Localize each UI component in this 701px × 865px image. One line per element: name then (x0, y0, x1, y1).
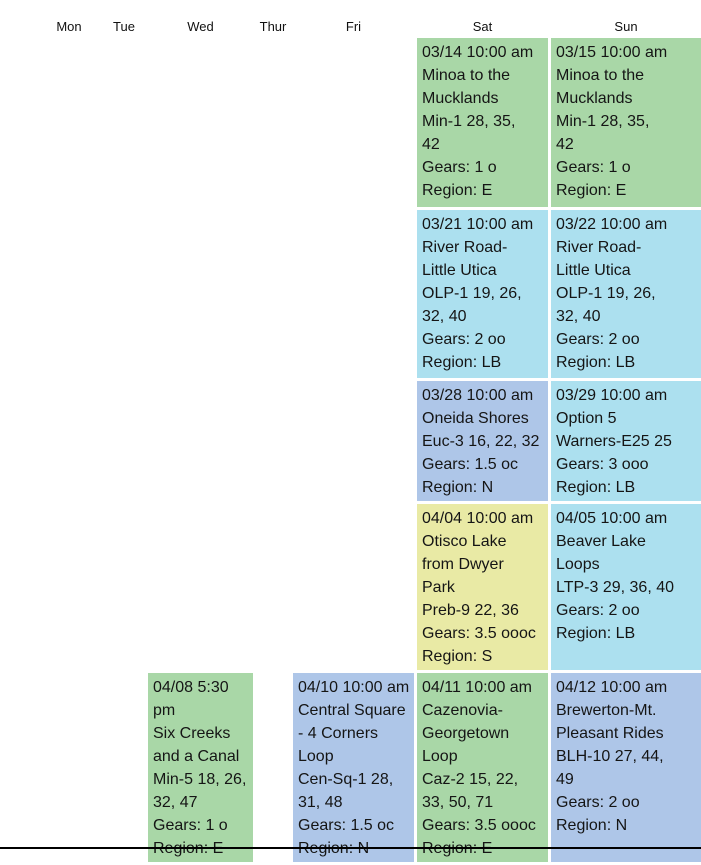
event-text-line: 33, 50, 71 (422, 794, 494, 811)
event-text-line: 04/11 10:00 am (422, 679, 533, 696)
event-text-line: Pleasant Rides (556, 725, 664, 742)
event-text-line: 03/28 10:00 am (422, 387, 534, 404)
event-cell-sat-03-21[interactable] (417, 210, 548, 378)
event-text-line: Min-1 28, 35, (422, 113, 516, 130)
event-text-line: Region: LB (556, 625, 636, 642)
event-text-line: Cen-Sq-1 28, (298, 771, 394, 788)
calendar-week-row (38, 210, 701, 378)
event-cell-sat-04-11[interactable] (417, 673, 548, 862)
event-text-line: - 4 Corners (298, 725, 379, 742)
event-text-line: 42 (556, 136, 574, 153)
calendar-rows (38, 38, 701, 862)
event-text-line: Gears: 1.5 oc (422, 456, 519, 473)
event-text-line: Gears: 2 oo (556, 331, 640, 348)
event-text-line: LTP-3 29, 36, 40 (556, 579, 674, 596)
event-text-line: Option 5 (556, 410, 617, 427)
event-text-line: Region: LB (422, 354, 502, 371)
event-text-line: Loop (298, 748, 334, 765)
event-text-line: Region: E (556, 182, 627, 199)
event-text-line: Gears: 3 ooo (556, 456, 649, 473)
day-header-fri: Fri (345, 19, 362, 34)
event-text-line: Oneida Shores (422, 410, 529, 427)
calendar-week-row (38, 504, 701, 670)
event-text-line: OLP-1 19, 26, (422, 285, 522, 302)
day-header-tue: Tue (113, 19, 135, 34)
event-cell-sat-03-28[interactable] (417, 381, 548, 501)
event-text-line: Brewerton-Mt. (556, 702, 657, 719)
calendar-week-row (38, 673, 701, 862)
event-text-line: Cazenovia- (422, 702, 503, 719)
event-text-line: Beaver Lake (556, 533, 646, 550)
event-text-line: Loop (422, 748, 458, 765)
window-bottom-edge (0, 847, 701, 849)
event-text-line: 04/10 10:00 am (298, 679, 410, 696)
event-text-line: Minoa to the (556, 67, 645, 84)
event-text-line: Gears: 2 oo (422, 331, 506, 348)
event-text-line: River Road- (556, 239, 642, 256)
event-text-line: 03/22 10:00 am (556, 216, 668, 233)
event-text-line: 04/05 10:00 am (556, 510, 668, 527)
event-text-line: Region: S (422, 648, 493, 665)
event-text-line: 03/14 10:00 am (422, 44, 534, 61)
event-text-line: Otisco Lake (422, 533, 507, 550)
day-header-mon: Mon (56, 19, 82, 34)
event-cell-sun-04-12[interactable] (551, 673, 701, 862)
event-text-line: Park (422, 579, 455, 596)
day-header-sun: Sun (614, 19, 638, 34)
event-cell-sun-04-05[interactable] (551, 504, 701, 670)
event-text-line: Minoa to the (422, 67, 511, 84)
event-text-line: 42 (422, 136, 440, 153)
event-text-line: Central Square (298, 702, 406, 719)
event-text-line: BLH-10 27, 44, (556, 748, 664, 765)
event-text-line: pm (153, 702, 176, 719)
event-text-line: OLP-1 19, 26, (556, 285, 656, 302)
event-text-line: 03/15 10:00 am (556, 44, 668, 61)
event-text-line: Region: E (422, 182, 493, 199)
day-header-row (38, 0, 701, 38)
event-text-line: Little Utica (556, 262, 631, 279)
day-header-wed: Wed (187, 19, 214, 34)
event-text-line: 03/29 10:00 am (556, 387, 668, 404)
event-text-line: 32, 47 (153, 794, 198, 811)
event-cell-sat-03-14[interactable] (417, 38, 548, 207)
day-header-sat: Sat (472, 19, 493, 34)
event-text-line: 49 (556, 771, 574, 788)
event-cell-sun-03-29[interactable] (551, 381, 701, 501)
event-text-line: Region: LB (556, 479, 636, 496)
event-text-line: Gears: 1 o (422, 159, 497, 176)
event-text-line: Mucklands (556, 90, 633, 107)
event-cell-sun-03-15[interactable] (551, 38, 701, 207)
event-text-line: Gears: 1.5 oc (298, 817, 395, 834)
event-text-line: 32, 40 (422, 308, 467, 325)
event-text-line: Gears: 1 o (153, 817, 228, 834)
calendar-week-row (38, 38, 701, 207)
event-text-line: Georgetown (422, 725, 510, 742)
event-text-line: 03/21 10:00 am (422, 216, 534, 233)
event-cell-wed-04-08[interactable] (148, 673, 253, 862)
event-text-line: 04/12 10:00 am (556, 679, 668, 696)
event-text-line: Min-5 18, 26, (153, 771, 247, 788)
event-cell-fri-04-10[interactable] (293, 673, 414, 862)
event-text-line: Preb-9 22, 36 (422, 602, 519, 619)
event-text-line: Min-1 28, 35, (556, 113, 650, 130)
event-text-line: Region: LB (556, 354, 636, 371)
event-text-line: Gears: 2 oo (556, 602, 640, 619)
event-text-line: from Dwyer (422, 556, 504, 573)
event-text-line: 04/08 5:30 (153, 679, 229, 696)
event-text-line: Gears: 1 o (556, 159, 631, 176)
day-header-thur: Thur (259, 19, 287, 34)
event-text-line: Gears: 3.5 oooc (422, 817, 536, 834)
event-text-line: Gears: 2 oo (556, 794, 640, 811)
event-text-line: Six Creeks (153, 725, 231, 742)
event-cell-sun-03-22[interactable] (551, 210, 701, 378)
event-text-line: Warners-E25 25 (556, 433, 672, 450)
event-text-line: Caz-2 15, 22, (422, 771, 519, 788)
event-text-line: 04/04 10:00 am (422, 510, 534, 527)
event-text-line: Gears: 3.5 oooc (422, 625, 536, 642)
event-text-line: River Road- (422, 239, 508, 256)
event-text-line: Euc-3 16, 22, 32 (422, 433, 540, 450)
event-text-line: 32, 40 (556, 308, 601, 325)
calendar-week-row (38, 381, 701, 501)
event-text-line: and a Canal (153, 748, 240, 765)
event-text-line: Loops (556, 556, 600, 573)
event-text-line: Region: N (422, 479, 494, 496)
event-text-line: Region: N (556, 817, 628, 834)
event-cell-sat-04-04[interactable] (417, 504, 548, 670)
event-text-line: 31, 48 (298, 794, 343, 811)
event-text-line: Mucklands (422, 90, 499, 107)
event-text-line: Little Utica (422, 262, 497, 279)
